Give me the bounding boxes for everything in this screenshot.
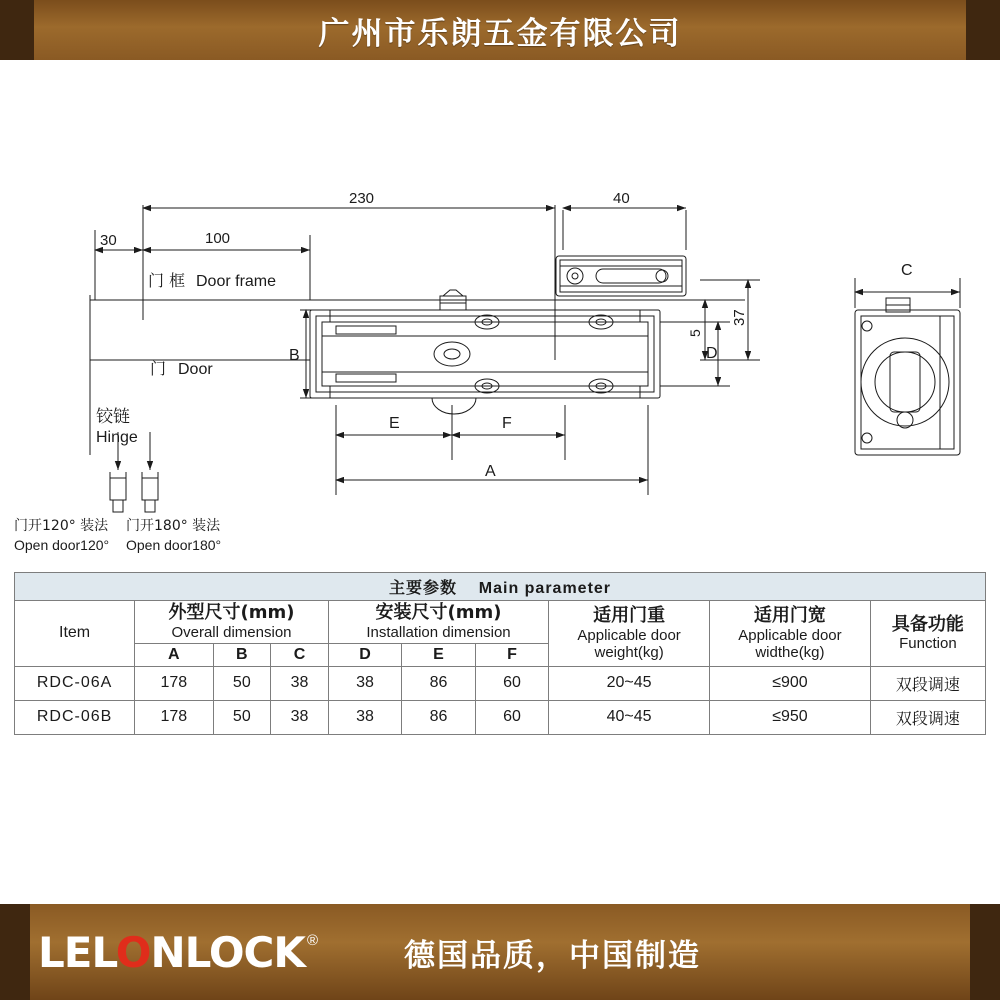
cell-f: 60 bbox=[475, 666, 548, 700]
header-function bbox=[870, 601, 985, 667]
cell-width: ≤900 bbox=[710, 666, 871, 700]
header-door-weight bbox=[549, 601, 710, 667]
hinge-en-label: Hinge bbox=[96, 429, 138, 446]
cell-f: 60 bbox=[475, 700, 548, 734]
cell-e: 86 bbox=[402, 666, 475, 700]
dim-230-label: 230 bbox=[349, 190, 375, 207]
door-cn-label: 门 bbox=[150, 359, 167, 378]
header-col-a: A bbox=[135, 643, 213, 666]
cell-function: 双段调速 bbox=[870, 666, 985, 700]
letter-B-label: B bbox=[289, 347, 300, 364]
header-install-en: Installation dimension bbox=[366, 623, 511, 641]
letter-E-label: E bbox=[389, 415, 400, 432]
parameter-table bbox=[14, 572, 986, 735]
header-overall-dimension bbox=[135, 601, 329, 644]
letter-D-label: D bbox=[706, 345, 718, 362]
header-width-en2: widthe(kg) bbox=[755, 643, 825, 661]
header-overall-cn: 外型尺寸(mm) bbox=[168, 602, 295, 623]
logo-part-3: NLOCK bbox=[150, 927, 305, 977]
logo-text bbox=[38, 928, 305, 977]
registered-mark: ® bbox=[306, 931, 318, 949]
dim-100-label: 100 bbox=[205, 230, 231, 247]
table-row bbox=[15, 666, 986, 700]
cell-c: 38 bbox=[271, 700, 329, 734]
header-banner bbox=[0, 0, 1000, 60]
table-group-header-row bbox=[15, 601, 986, 644]
header-install-dimension bbox=[328, 601, 548, 644]
table-title-cell bbox=[15, 573, 986, 601]
header-col-f: F bbox=[475, 643, 548, 666]
open120-cn-label: 门开120° 装法 bbox=[14, 518, 109, 534]
header-item: Item bbox=[15, 601, 135, 667]
header-weight-cn: 适用门重 bbox=[593, 604, 666, 626]
table-title-en: Main parameter bbox=[478, 580, 612, 597]
open180-cn-label: 门开180° 装法 bbox=[126, 518, 221, 534]
brand-logo bbox=[38, 928, 318, 977]
cell-function: 双段调速 bbox=[870, 700, 985, 734]
footer-slogan: 德国品质，中国制造 bbox=[404, 937, 701, 974]
cell-model: RDC-06A bbox=[15, 666, 135, 700]
cell-a: 178 bbox=[135, 700, 213, 734]
cell-b: 50 bbox=[213, 700, 271, 734]
parameter-table-block bbox=[14, 572, 986, 735]
letter-F-label: F bbox=[502, 415, 512, 432]
door-frame-en-label: Door frame bbox=[196, 273, 277, 290]
header-width-en1: Applicable door bbox=[738, 626, 842, 644]
letter-A-label: A bbox=[485, 463, 496, 480]
cell-width: ≤950 bbox=[710, 700, 871, 734]
header-function-en: Function bbox=[899, 635, 957, 653]
cell-e: 86 bbox=[402, 700, 475, 734]
header-width-cn: 适用门宽 bbox=[753, 604, 826, 626]
header-right-cap bbox=[966, 0, 1000, 60]
header-overall-en: Overall dimension bbox=[171, 623, 292, 641]
logo-part-2: O bbox=[115, 927, 151, 977]
header-col-c: C bbox=[271, 643, 329, 666]
footer-right-cap bbox=[970, 904, 1000, 1000]
table-row bbox=[15, 700, 986, 734]
header-install-cn: 安装尺寸(mm) bbox=[375, 602, 502, 623]
door-en-label: Door bbox=[178, 361, 213, 378]
cell-a: 178 bbox=[135, 666, 213, 700]
cell-model: RDC-06B bbox=[15, 700, 135, 734]
table-title-cn: 主要参数 bbox=[388, 578, 457, 597]
dim-30-label: 30 bbox=[100, 232, 117, 249]
cell-weight: 20~45 bbox=[549, 666, 710, 700]
open180-en-label: Open door180° bbox=[126, 537, 222, 553]
logo-part-1: LEL bbox=[38, 927, 116, 977]
header-col-b: B bbox=[213, 643, 271, 666]
cell-weight: 40~45 bbox=[549, 700, 710, 734]
cell-d: 38 bbox=[328, 666, 401, 700]
header-left-cap bbox=[0, 0, 34, 60]
footer-banner bbox=[0, 904, 1000, 1000]
header-col-d: D bbox=[328, 643, 401, 666]
footer-left-cap bbox=[0, 904, 30, 1000]
cell-d: 38 bbox=[328, 700, 401, 734]
letter-C-label: C bbox=[901, 262, 913, 279]
dim-37-label: 37 bbox=[731, 309, 748, 326]
hinge-cn-label: 铰链 bbox=[96, 407, 130, 427]
open120-en-label: Open door120° bbox=[14, 537, 110, 553]
technical-drawing bbox=[0, 60, 1000, 560]
header-function-cn: 具备功能 bbox=[891, 613, 964, 635]
drawing-svg bbox=[0, 60, 1000, 560]
table-title-row bbox=[15, 573, 986, 601]
door-frame-cn-label: 门 框 bbox=[148, 271, 186, 290]
header-door-width bbox=[710, 601, 871, 667]
cell-b: 50 bbox=[213, 666, 271, 700]
company-name: 广州市乐朗五金有限公司 bbox=[318, 15, 682, 52]
dim-5-label: 5 bbox=[687, 329, 703, 337]
cell-c: 38 bbox=[271, 666, 329, 700]
header-weight-en2: weight(kg) bbox=[594, 643, 664, 661]
header-weight-en1: Applicable door bbox=[577, 626, 681, 644]
header-col-e: E bbox=[402, 643, 475, 666]
dim-40-label: 40 bbox=[613, 190, 630, 207]
